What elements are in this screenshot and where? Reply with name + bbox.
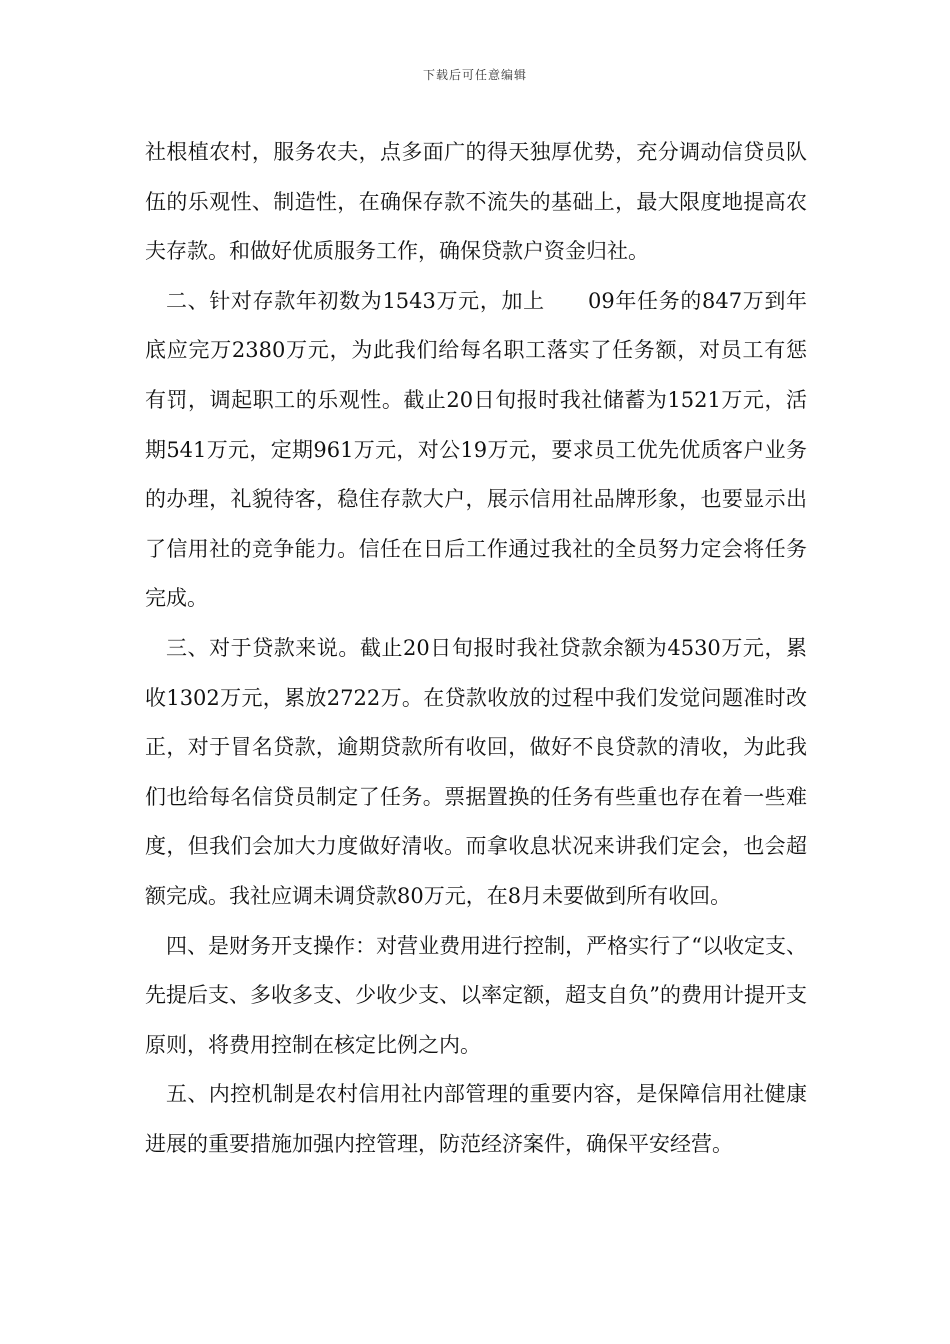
header-note: 下载后可任意编辑 (422, 68, 527, 82)
paragraph-finance: 四、是财务开支操作：对营业费用进行控制，严格实行了“以收定支、先提后支、多收多支、少收少支、以率定额，超支自负”的费用计提开支原则，将费用控制在核定比例之内。 (145, 933, 807, 1057)
paragraph-deposits: 二、针对存款年初数为1543万元，加上 09年任务的847万到年底应完万2380万元，为此我们给每名职工落实了任务额，对员工有惩有罚，调起职工的乐观性。截止20日旬报时我社储蓄为1521万元，活期541万元，定期961万元，对公19万元，要求员工优先优质客户业务的办理，礼貌待客，稳住存款大户，展示信用社品牌形象，也要显示出了信用社的竞争能力。信任在日后工作通过我社的全员努力定会将任务完成。 (145, 288, 807, 611)
paragraph-internal-control: 五、内控机制是农村信用社内部管理的重要内容，是保障信用社健康进展的重要措施加强内控管理，防范经济案件，确保平安经营。 (145, 1082, 807, 1156)
paragraph-continuation: 社根植农村，服务农夫，点多面广的得天独厚优势，充分调动信贷员队伍的乐观性、制造性，在确保存款不流失的基础上，最大限度地提高农夫存款。和做好优质服务工作，确保贷款户资金归社。 (145, 140, 807, 264)
paragraph-loans: 三、对于贷款来说。截止20日旬报时我社贷款余额为4530万元，累收1302万元，累放2722万。在贷款收放的过程中我们发觉问题准时改正，对于冒名贷款，逾期贷款所有收回，做好不良贷款的清收，为此我们也给每名信贷员制定了任务。票据置换的任务有些重也存在着一些难度，但我们会加大力度做好清收。而拿收息状况来讲我们定会，也会超额完成。我社应调未调贷款80万元，在8月未要做到所有收回。 (145, 635, 807, 908)
document-body (145, 128, 807, 1169)
